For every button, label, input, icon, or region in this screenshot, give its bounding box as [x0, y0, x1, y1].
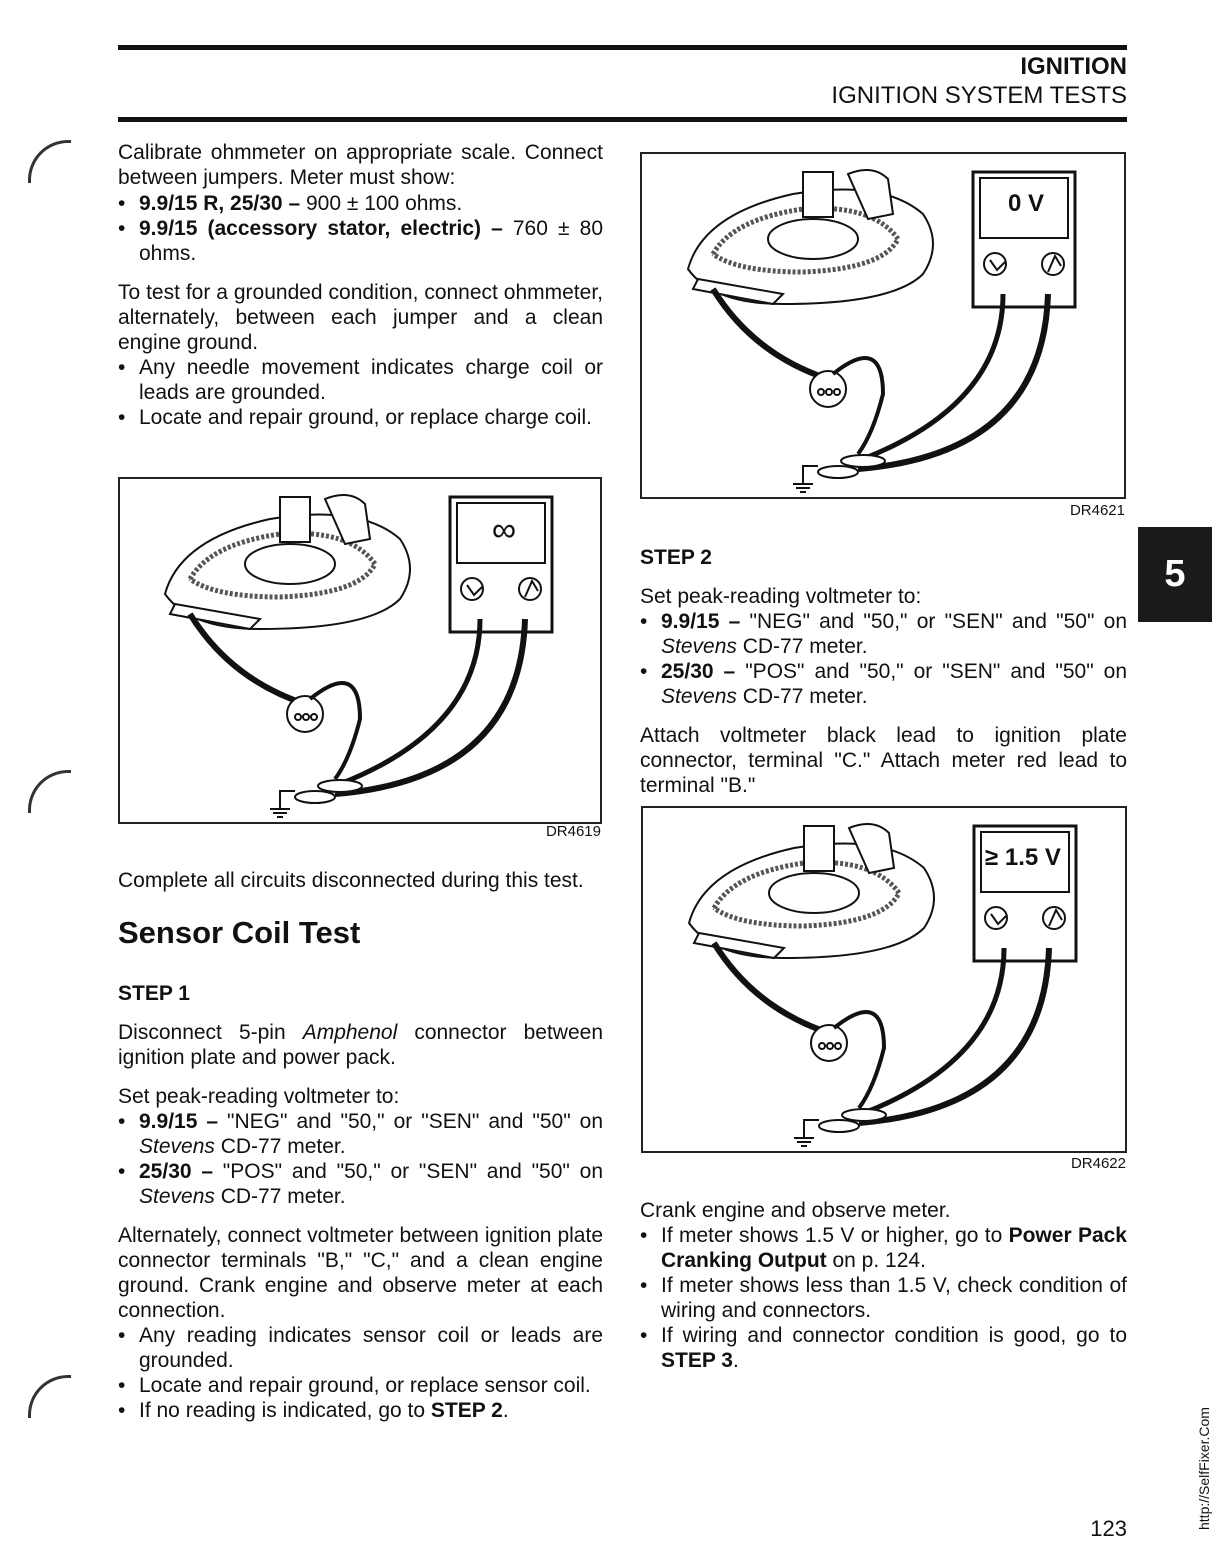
step-heading: STEP 1 — [118, 982, 190, 1005]
meter-reading: ∞ — [491, 511, 517, 549]
list-item: • Locate and repair ground, or replace charge coil. — [118, 405, 603, 430]
figure-id: DR4621 — [1069, 502, 1125, 519]
list-item: • 9.9/15 – "NEG" and "50," or "SEN" and "50" on Stevens CD-77 meter. — [118, 1109, 603, 1159]
paragraph: Attach voltmeter black lead to ignition plate connector, terminal "C." Attach meter red lead to terminal "B." — [640, 724, 1127, 797]
list-item: • 9.9/15 R, 25/30 – 900 ± 100 ohms. — [118, 191, 603, 216]
bullet-list — [118, 1109, 603, 1209]
paragraph: Crank engine and observe meter. — [640, 1199, 951, 1222]
section-heading: Sensor Coil Test — [118, 915, 361, 950]
list-item: • If meter shows less than 1.5 V, check condition of wiring and connectors. — [640, 1273, 1127, 1323]
ground-symbol — [270, 791, 295, 817]
figure-id: DR4622 — [1070, 1155, 1126, 1172]
list-item: • Any needle movement indicates charge coil or leads are grounded. — [118, 355, 603, 405]
figure-0v-test — [640, 152, 1126, 499]
binder-hole-mark — [28, 770, 71, 813]
list-item: • Any reading indicates sensor coil or leads are grounded. — [118, 1323, 603, 1373]
list-item: • If no reading is indicated, go to STEP 2. — [118, 1398, 603, 1423]
step-heading: STEP 2 — [640, 546, 712, 569]
paragraph: Complete all circuits disconnected during this test. — [118, 869, 584, 892]
paragraph: To test for a grounded condition, connect ohmmeter, alternately, between each jumper and a clean engine ground. — [118, 281, 603, 354]
right-column-step2 — [640, 545, 1127, 812]
list-item: • 9.9/15 (accessory stator, electric) – 760 ± 80 ohms. — [118, 216, 603, 266]
binder-hole-mark — [28, 140, 71, 183]
header-rule-top — [118, 45, 1127, 50]
spec-list — [118, 191, 603, 266]
page-number: 123 — [1090, 1516, 1127, 1541]
ground-symbol — [793, 466, 818, 492]
bullet-list — [118, 1323, 603, 1423]
bullet-list — [118, 355, 603, 430]
figure-ohmmeter-test — [118, 477, 602, 824]
binder-hole-mark — [28, 1375, 71, 1418]
paragraph: Calibrate ohmmeter on appropriate scale. Connect between jumpers. Meter must show: — [118, 141, 603, 189]
paragraph: Set peak-reading voltmeter to: — [118, 1085, 400, 1108]
meter-reading: ≥ 1.5 V — [985, 844, 1061, 871]
paragraph: Alternately, connect voltmeter between ignition plate connector terminals "B," "C," and a clean engine ground. Crank engine and observe meter at each connection. — [118, 1224, 603, 1322]
list-item: • 25/30 – "POS" and "50," or "SEN" and "50" on Stevens CD-77 meter. — [118, 1159, 603, 1209]
section-title: IGNITION — [1020, 53, 1127, 80]
list-item: • Locate and repair ground, or replace sensor coil. — [118, 1373, 603, 1398]
header-rule-bottom — [118, 117, 1127, 122]
paragraph: Set peak-reading voltmeter to: — [640, 585, 922, 608]
ground-symbol — [794, 1120, 819, 1146]
lead-black — [335, 619, 525, 794]
left-column-bottom — [118, 868, 603, 1437]
list-item: • 25/30 – "POS" and "50," or "SEN" and "50" on Stevens CD-77 meter. — [640, 659, 1127, 709]
watermark: http://SelfFixer.Com — [1196, 1407, 1212, 1530]
lead-black — [858, 294, 1048, 469]
meter-reading: 0 V — [1007, 190, 1045, 217]
figure-id: DR4619 — [545, 823, 601, 840]
bullet-list — [640, 1223, 1127, 1373]
list-item: • If meter shows 1.5 V or higher, go to Power Pack Cranking Output on p. 124. — [640, 1223, 1127, 1273]
lead-black — [859, 948, 1049, 1123]
figure-1.5v-test — [641, 806, 1127, 1153]
subsection-title: IGNITION SYSTEM TESTS — [831, 82, 1127, 109]
left-column-top — [118, 140, 603, 444]
paragraph: Disconnect 5-pin Amphenol connector between ignition plate and power pack. — [118, 1021, 603, 1069]
list-item: • If wiring and connector condition is good, go to STEP 3. — [640, 1323, 1127, 1373]
chapter-tab: 5 — [1138, 527, 1212, 622]
bullet-list — [640, 609, 1127, 709]
right-column-bottom — [640, 1198, 1127, 1387]
list-item: • 9.9/15 – "NEG" and "50," or "SEN" and "50" on Stevens CD-77 meter. — [640, 609, 1127, 659]
